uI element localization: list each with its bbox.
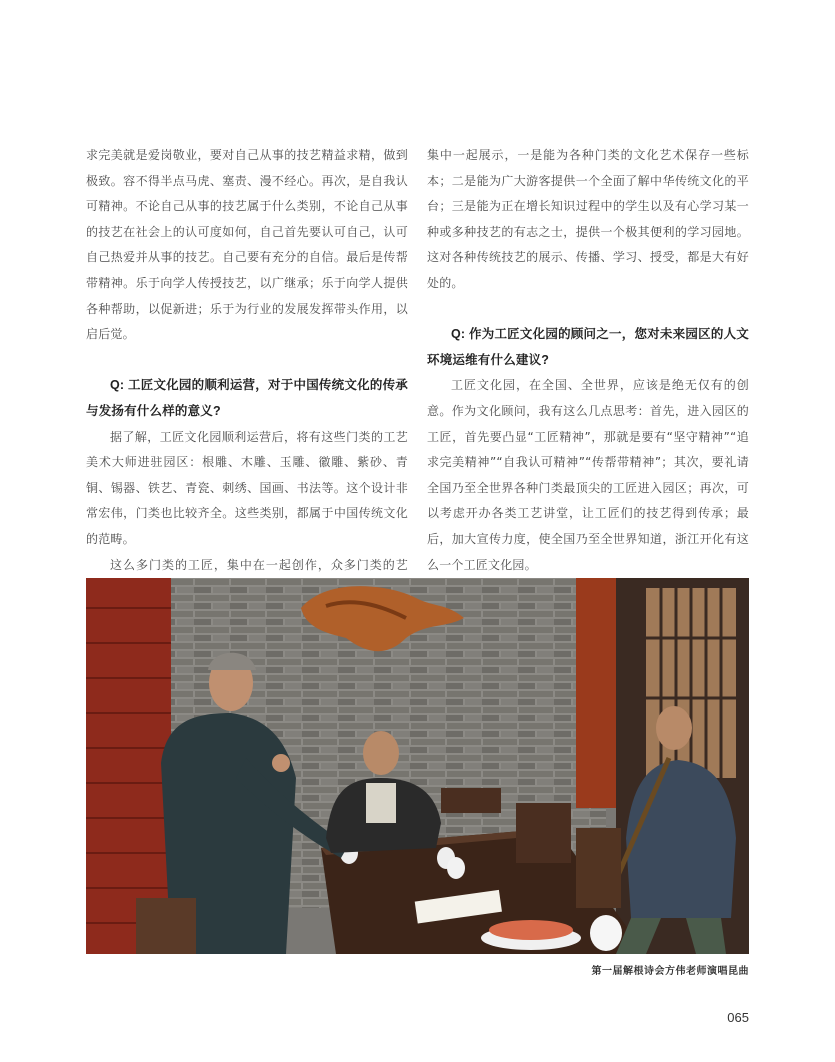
left-column	[86, 143, 408, 604]
body-paragraph: 工匠文化园，在全国、全世界，应该是绝无仅有的创意。作为文化顾问，我有这么几点思考：首先，进入园区的工匠，首先要凸显“工匠精神”，那就是要有“坚守精神”“追求完美精神”“自我认可精神”“传帮带精神”；其次，要礼请全国乃至全世界各种门类最顶尖的工匠进入园区；再次，可以考虑开办各类工艺讲堂，让工匠们的技艺得到传承；最后，加大宣传力度，使全国乃至全世界知道，浙江开化有这么一个工匠文化园。	[427, 378, 749, 572]
paragraph-spacer	[86, 348, 408, 374]
body-paragraph: 据了解，工匠文化园顺利运营后，将有这些门类的工艺美术大师进驻园区：根雕、木雕、玉雕、徽雕、紫砂、青铜、锡器、铁艺、青瓷、刺绣、国画、书法等。这个设计非常宏伟，门类也比较齐全。这些类别，都属于中国传统文化的范畴。	[86, 429, 408, 546]
event-photo	[86, 578, 749, 954]
body-paragraph: 集中一起展示，一是能为各种门类的文化艺术保存一些标本；二是能为广大游客提供一个全面了解中华传统文化的平台；三是能为正在增长知识过程中的学生以及有心学习某一种或多种技艺的有志之士，提供一个极其便利的学习园地。这对各种传统技艺的展示、传播、学习、授受，都是大有好处的。	[427, 148, 749, 290]
photo-caption: 第一届解根诗会方伟老师演唱昆曲	[591, 966, 749, 977]
interview-question: Q: 作为工匠文化园的顾问之一，您对未来园区的人文环境运维有什么建议?	[427, 327, 749, 367]
right-column	[427, 143, 749, 578]
paragraph-spacer	[427, 297, 749, 323]
interview-question: Q: 工匠文化园的顺利运营，对于中国传统文化的传承与发扬有什么样的意义?	[86, 378, 408, 418]
body-paragraph: 求完美就是爱岗敬业，要对自己从事的技艺精益求精，做到极致。容不得半点马虎、塞责、漫不经心。再次，是自我认可精神。不论自己从事的技艺属于什么类别，不论自己从事的技艺在社会上的认可度如何，自己首先要认可自己，认可自己热爱并从事的技艺。自己要有充分的自信。最后是传帮带精神。乐于向学人传授技艺，以广继承；乐于向学人提供各种帮助，以促新进；乐于为行业的发展发挥带头作用，以启后觉。	[86, 148, 408, 342]
page-number: 065	[727, 1010, 749, 1025]
body-paragraph: 这么多门类的工匠，集中在一起创作，众多门类的艺	[110, 557, 408, 572]
